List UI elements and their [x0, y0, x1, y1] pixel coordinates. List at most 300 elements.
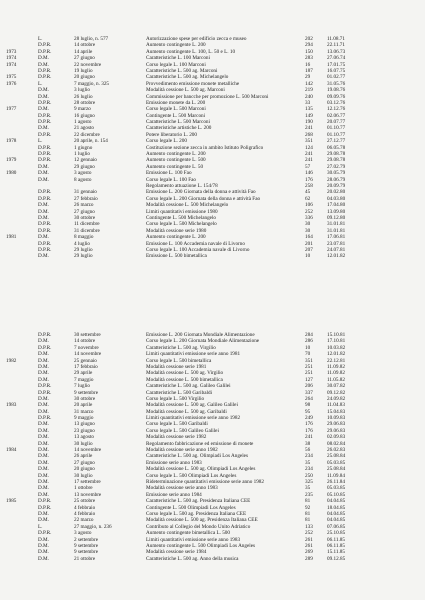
authority-cell: D.P.R. [38, 504, 52, 511]
gazette-date-cell: 29.06.83 [327, 427, 346, 434]
authority-cell: D.P.R. [38, 195, 52, 202]
gazette-date-cell: 05.10.85 [327, 491, 346, 498]
date-cell: 13 giugno [74, 421, 95, 428]
gazette-number-cell: 241 [305, 434, 313, 441]
gazette-date-cell: 11.09.82 [327, 363, 345, 370]
gazette-number-cell: 146 [305, 170, 313, 177]
date-cell: 1 giugno [74, 144, 93, 151]
date-cell: 14 aprile [74, 48, 93, 55]
date-cell: 31 dicembre [74, 227, 100, 234]
authority-cell: D.M. [38, 395, 49, 402]
gazette-number-cell: 127 [305, 376, 313, 383]
authority-cell: D.M. [38, 214, 49, 221]
gazette-date-cell: 13.06.73 [327, 48, 346, 55]
date-cell: 29 aprile [74, 370, 93, 377]
date-cell: 7 novembre [74, 344, 99, 351]
gazette-number-cell: 235 [305, 491, 313, 498]
description-cell: Caratteristiche L. 500 ag. Olimpiadi Los Angeles [146, 453, 248, 460]
gazette-date-cell: 09.12.82 [327, 389, 346, 396]
date-cell: 29 giugno [74, 163, 95, 170]
year-cell: 1981 [6, 234, 17, 241]
gazette-date-cell: 15.11.85 [327, 549, 345, 556]
description-cell: Commissione per bancche per promozione L. 500 Marconi [146, 93, 269, 100]
authority-cell: D.P.R. [38, 144, 52, 151]
gazette-date-cell: 27.02.79 [327, 163, 346, 170]
authority-cell: D.M. [38, 555, 49, 562]
date-cell: 27 maggio, n. 236 [74, 523, 112, 530]
gazette-date-cell: 13.09.80 [327, 208, 346, 215]
authority-cell: D.M. [38, 163, 49, 170]
gazette-date-cell: 11.04.83 [327, 402, 345, 409]
description-cell: Aumento contingente L. 500 Olimpiadi Los Angeles [146, 542, 256, 549]
authority-cell: D.M. [38, 427, 49, 434]
authority-cell: D.P.R. [38, 240, 52, 247]
gazette-number-cell: 70 [305, 351, 311, 358]
date-cell: 7 maggio, n. 325 [74, 80, 110, 87]
authority-cell: D.M. [38, 491, 49, 498]
gazette-number-cell: 133 [305, 523, 313, 530]
gazette-number-cell: 81 [305, 498, 311, 505]
authority-cell: D.M. [38, 408, 49, 415]
date-cell: 30 luglio [74, 472, 93, 479]
date-cell: 28 luglio, n. 577 [74, 36, 109, 42]
description-cell: Caratteristiche L. 500 ag. Virgilio [146, 344, 216, 351]
authority-cell: D.M. [38, 357, 49, 364]
authority-cell: D.P.R. [38, 332, 52, 338]
gazette-date-cell: 01.10.77 [327, 125, 346, 132]
date-cell: 14 novembre [74, 447, 102, 454]
description-cell: Caratteristiche L. 500 ag. Marconi [146, 67, 218, 74]
gazette-date-cell: 29.08.78 [327, 157, 346, 164]
description-cell: Aumento contingente L. 100, L. 50 e L. 10 [146, 48, 236, 55]
authority-cell: D.M. [38, 517, 49, 524]
year-cell: 1975 [6, 74, 17, 81]
description-cell: Modalità cessione L. 500 Michelangelo [146, 202, 229, 209]
gazette-number-cell: 286 [305, 338, 313, 345]
authority-cell: D.P.R. [38, 151, 52, 158]
gazette-date-cell: 31.01.81 [327, 227, 346, 234]
date-cell: 3 agosto [74, 530, 92, 537]
authority-cell: D.M. [38, 208, 49, 215]
date-cell: 31 gennaio [74, 189, 97, 196]
authority-cell: D.M. [38, 253, 49, 260]
gazette-date-cell: 29.06.83 [327, 421, 346, 428]
description-cell: Aumento contingente L. 50 [146, 163, 204, 170]
authority-cell: D.M. [38, 447, 49, 454]
gazette-number-cell: 201 [305, 240, 313, 247]
gazette-date-cell: 17.04.80 [327, 202, 346, 209]
gazette-date-cell: 06.11.85 [327, 542, 345, 549]
authority-cell: D.M. [38, 485, 49, 492]
gazette-number-cell: 289 [305, 555, 313, 562]
gazette-number-cell: 294 [305, 42, 313, 49]
gazette-number-cell: 252 [305, 530, 313, 537]
description-cell: Emissione L. 100 Fao [146, 170, 192, 177]
date-cell: 11 dicembre [74, 221, 100, 228]
gazette-date-cell: 19.08.76 [327, 87, 346, 94]
description-cell: Modalità cessione serie 1984 [146, 549, 207, 556]
date-cell: 22 novembre [74, 61, 102, 68]
authority-cell: D.M. [38, 351, 49, 358]
gazette-number-cell: 250 [305, 472, 313, 479]
gazette-date-cell: 11.05.82 [327, 376, 345, 383]
description-cell: Modalità cessione serie 1981 [146, 363, 207, 370]
gazette-date-cell: 31.01.81 [327, 221, 346, 228]
description-cell: Caratteristiche L. 500 Garibaldi [146, 389, 212, 396]
date-cell: 26 luglio [74, 93, 93, 100]
decree-table-top [0, 36, 425, 260]
year-cell: 1982 [6, 357, 17, 364]
description-cell: Modalità cessione serie anno 1982 [146, 447, 218, 454]
gazette-number-cell: 10 [305, 253, 311, 260]
gazette-date-cell: 06.11.85 [327, 536, 345, 543]
gazette-date-cell: 15.04.83 [327, 408, 346, 415]
gazette-date-cell: 17.10.81 [327, 338, 346, 345]
year-cell: 1974 [6, 61, 17, 68]
gazette-number-cell: 336 [305, 214, 313, 221]
gazette-date-cell: 10.09.83 [327, 415, 346, 422]
date-cell: 22 marzo [74, 517, 94, 524]
description-cell: Corso legale L. 200 [146, 138, 187, 145]
date-cell: 30 luglio [74, 440, 93, 447]
gazette-date-cell: 18.04.85 [327, 504, 346, 511]
date-cell: 20 giugno [74, 466, 95, 473]
date-cell: 4 luglio [74, 240, 90, 247]
description-cell: Modalità cessione L. 500 ag. Presidenza Italiana CEE [146, 517, 258, 524]
date-cell: 4 febbraio [74, 504, 96, 511]
gazette-date-cell: 07.06.85 [327, 523, 346, 530]
gazette-date-cell: 20.09.79 [327, 182, 346, 189]
table-row [0, 556, 425, 562]
authority-cell: D.P.R. [38, 48, 52, 55]
date-cell: 27 giugno [74, 55, 95, 62]
year-cell: 1983 [6, 402, 17, 409]
date-cell: 17 settembre [74, 478, 101, 485]
gazette-date-cell: 04.04.85 [327, 510, 346, 517]
authority-cell: D.P.R. [38, 246, 52, 253]
date-cell: 20 giugno [74, 74, 95, 81]
date-cell: 21 agosto [74, 125, 95, 132]
authority-cell: D.M. [38, 472, 49, 479]
date-cell: 13 agosto [74, 434, 95, 441]
year-cell: 1973 [6, 48, 17, 55]
gazette-number-cell: 268 [305, 131, 313, 138]
description-cell: Emissione serie anno 1983 [146, 459, 202, 466]
gazette-date-cell: 24.09.82 [327, 395, 346, 402]
description-cell: Modalità cessione L. 500 ag. Olimpiadi Los Angeles [146, 466, 256, 473]
gazette-number-cell: 62 [305, 195, 311, 202]
date-cell: 1 ottobre [74, 485, 93, 492]
gazette-number-cell: 206 [305, 383, 313, 390]
gazette-number-cell: 57 [305, 163, 311, 170]
date-cell: 12 gennaio [74, 157, 97, 164]
description-cell: Aumento contingente L. 200 [146, 151, 206, 158]
gazette-date-cell: 24.07.81 [327, 246, 346, 253]
authority-cell: D.M. [38, 376, 49, 383]
gazette-number-cell: 283 [305, 55, 313, 62]
gazette-date-cell: 16.07.75 [327, 67, 346, 74]
gazette-number-cell: 258 [305, 182, 313, 189]
gazette-number-cell: 241 [305, 151, 313, 158]
description-cell: Corso legale L. 500 ag. Presidenza Italiana CEE [146, 510, 247, 517]
description-cell: Corso legale L. 500 Marconi [146, 106, 206, 113]
authority-cell: D.P.R. [38, 157, 52, 164]
date-cell: 27 febbraio [74, 195, 98, 202]
description-cell: Modalità cessione L. 500 ag. Galileo Galilei [146, 402, 238, 409]
authority-cell: D.P.R. [38, 99, 52, 106]
gazette-number-cell: 234 [305, 466, 313, 473]
gazette-number-cell: 251 [305, 363, 313, 370]
gazette-number-cell: 164 [305, 234, 313, 241]
gazette-number-cell: 149 [305, 112, 313, 119]
gazette-date-cell: 12.01.82 [327, 253, 346, 260]
gazette-date-cell: 04.03.80 [327, 195, 346, 202]
gazette-date-cell: 17.01.75 [327, 61, 346, 68]
authority-cell: D.M. [38, 363, 49, 370]
gazette-number-cell: 10 [305, 344, 311, 351]
gazette-date-cell: 01.02.77 [327, 74, 346, 81]
description-cell: Limiti quantitativi emissione 1980 [146, 208, 218, 215]
gazette-date-cell: 26.02.83 [327, 447, 346, 454]
authority-cell: D.M. [38, 478, 49, 485]
authority-cell: D.P.R. [38, 189, 52, 196]
date-cell: 3 agosto [74, 170, 92, 177]
date-cell: 27 giugno [74, 208, 95, 215]
description-cell: Limiti quantitativi emissione serie anno 1983 [146, 536, 241, 543]
date-cell: 17 febbraio [74, 363, 98, 370]
date-cell: 2 settembre [74, 536, 99, 543]
authority-cell: D.M. [38, 61, 49, 68]
gazette-date-cell: 09.09.76 [327, 93, 346, 100]
gazette-number-cell: 325 [305, 478, 313, 485]
date-cell: 27 giugno [74, 459, 95, 466]
date-cell: 20 aprile [74, 402, 93, 409]
date-cell: 29 luglio [74, 246, 93, 253]
gazette-number-cell: 142 [305, 80, 313, 87]
date-cell: 23 giugno [74, 427, 95, 434]
date-cell: 30 settembre [74, 332, 101, 338]
gazette-number-cell: 33 [305, 99, 311, 106]
gazette-date-cell: 17.06.81 [327, 234, 346, 241]
gazette-number-cell: 187 [305, 67, 313, 74]
description-cell: Limiti quantitativi emissione serie anno 1982 [146, 415, 241, 422]
gazette-date-cell: 05.03.85 [327, 459, 346, 466]
date-cell: 22 dicembre [74, 131, 100, 138]
authority-cell: D.P.R. [38, 383, 52, 390]
date-cell: 30 ottobre [74, 395, 96, 402]
gazette-date-cell: 11.08.71 [327, 36, 345, 42]
authority-cell: D.M. [38, 106, 49, 113]
gazette-date-cell: 27.12.77 [327, 138, 346, 145]
date-cell: 16 giugno [74, 112, 95, 119]
description-cell: Caratteristiche L. 500 ag. Presidenza Italiana CEE [146, 498, 251, 505]
authority-cell: D.M. [38, 421, 49, 428]
date-cell: 14 ottobre [74, 338, 96, 345]
year-cell: 1980 [6, 170, 17, 177]
date-cell: 20 aprile, n. 154 [74, 138, 108, 145]
description-cell: Aumento contingente bimetallica L. 500 [146, 530, 230, 537]
gazette-date-cell: 22.12.81 [327, 357, 346, 364]
description-cell: Modalità cessione L. 500 ag. Virgilio [146, 370, 224, 377]
authority-cell: D.P.R. [38, 112, 52, 119]
gazette-date-cell: 25.10.85 [327, 530, 346, 537]
gazette-date-cell: 09.12.85 [327, 555, 346, 562]
gazette-number-cell: 202 [305, 36, 313, 42]
authority-cell: L. [38, 36, 43, 42]
gazette-number-cell: 176 [305, 421, 313, 428]
date-cell: 1 luglio [74, 151, 90, 158]
description-cell: Emissione L. 200 Giornata Mondiale Alimentazione [146, 332, 255, 338]
gazette-date-cell: 04.04.85 [327, 517, 346, 524]
gazette-number-cell: 351 [305, 357, 313, 364]
description-cell: Caratteristiche L. 500 ag. Galileo Galilei [146, 383, 231, 390]
authority-cell: D.P.R. [38, 389, 52, 396]
authority-cell: D.M. [38, 453, 49, 460]
description-cell: Regolamento attuazione L. 154/78 [146, 182, 218, 189]
gazette-number-cell: 106 [305, 202, 313, 209]
description-cell: Emissione serie anno 1984 [146, 491, 202, 498]
date-cell: 3 luglio [74, 87, 90, 94]
authority-cell: D.M. [38, 125, 49, 132]
gazette-date-cell: 28.06.79 [327, 176, 346, 183]
authority-cell: D.P.R. [38, 119, 52, 126]
authority-cell: D.P.R. [38, 42, 52, 49]
authority-cell: D.M. [38, 542, 49, 549]
description-cell: Aumento contingente L. 200 [146, 234, 206, 241]
year-cell: 1978 [6, 138, 17, 145]
description-cell: Modalità cessione L. 500 bimetallica [146, 376, 223, 383]
year-cell: 1984 [6, 447, 17, 454]
description-cell: Modalità cessione serie 1980 [146, 227, 207, 234]
authority-cell: D.M. [38, 93, 49, 100]
gazette-number-cell: 252 [305, 208, 313, 215]
description-cell: Caratteristiche artistiche L. 200 [146, 125, 212, 132]
gazette-number-cell: 30 [305, 221, 311, 228]
date-cell: 31 marzo [74, 408, 94, 415]
gazette-number-cell: 249 [305, 415, 313, 422]
authority-cell: D.M. [38, 55, 49, 62]
description-cell: Caratteristiche L. 100 Marconi [146, 55, 210, 62]
description-cell: Potere liberatorio L. 200 [146, 131, 197, 138]
date-cell: 8 agosto [74, 176, 92, 183]
description-cell: Emissione L. 100 Accademia navale di Livorno [146, 240, 245, 247]
date-cell: 26 marzo [74, 202, 94, 209]
description-cell: Corso legale L. 500 Olimpiadi Los Angeles [146, 472, 237, 479]
gazette-date-cell: 23.07.81 [327, 240, 346, 247]
gazette-number-cell: 81 [305, 510, 311, 517]
gazette-number-cell: 124 [305, 144, 313, 151]
authority-cell: D.M. [38, 536, 49, 543]
gazette-number-cell: 35 [305, 459, 311, 466]
gazette-date-cell: 20.07.77 [327, 119, 346, 126]
description-cell: Corso legale L. 200 Giornata della donna e attività Fao [146, 195, 261, 202]
gazette-number-cell: 190 [305, 119, 313, 126]
date-cell: 26 aprile [74, 453, 93, 460]
description-cell: Corso legale L. 500 Garibaldi [146, 421, 208, 428]
date-cell: 30 ottobre [74, 214, 96, 221]
description-cell: Contingente L. 500 Michelangelo [146, 214, 217, 221]
gazette-date-cell: 15.10.81 [327, 332, 346, 338]
description-cell: Caratteristiche L. 500 ag. Michelangelo [146, 74, 229, 81]
date-cell: 19 luglio [74, 67, 93, 74]
description-cell: Regolamento fabbricazione ed emissione di monete [146, 440, 254, 447]
gazette-date-cell: 26.11.84 [327, 478, 345, 485]
gazette-date-cell: 05.03.85 [327, 485, 346, 492]
description-cell: Rideterminazione quantitativi emissione serie anno 1982 [146, 478, 264, 485]
authority-cell: D.P.R. [38, 131, 52, 138]
authority-cell: L. [38, 80, 43, 87]
gazette-number-cell: 251 [305, 370, 313, 377]
gazette-number-cell: 240 [305, 93, 313, 100]
date-cell: 25 gennaio [74, 357, 97, 364]
description-cell: Modalità cessione L. 500 ag. Garibaldi [146, 408, 227, 415]
authority-cell: D.P.R. [38, 344, 52, 351]
gazette-number-cell: 264 [305, 395, 313, 402]
authority-cell: D.M. [38, 440, 49, 447]
gazette-date-cell: 30.07.82 [327, 383, 346, 390]
description-cell: Aumento contingente L. 200 [146, 42, 206, 49]
description-cell: Provvedimento emissione monete metalliche [146, 80, 240, 87]
authority-cell: D.M. [38, 434, 49, 441]
decree-table-bottom [0, 332, 425, 562]
authority-cell: D.M. [38, 459, 49, 466]
description-cell: Emissione L. 200 Giornata della donna e attività Fao [146, 189, 256, 196]
gazette-number-cell: 337 [305, 389, 313, 396]
gazette-number-cell: 30 [305, 227, 311, 234]
gazette-number-cell: 261 [305, 536, 313, 543]
year-cell: 1976 [6, 80, 17, 87]
date-cell: 14 novembre [74, 351, 102, 358]
description-cell: Autorizzazione spese per edificio zecca e museo [146, 36, 247, 42]
gazette-date-cell: 01.10.77 [327, 131, 346, 138]
gazette-number-cell: 284 [305, 332, 313, 338]
date-cell: 25 ottobre [74, 498, 96, 505]
gazette-number-cell: 207 [305, 246, 313, 253]
date-cell: 9 settembre [74, 542, 99, 549]
description-cell: Limiti quantitativi emissione serie anno 1981 [146, 351, 241, 358]
gazette-number-cell: 176 [305, 176, 313, 183]
gazette-date-cell: 10.03.82 [327, 344, 346, 351]
gazette-date-cell: 27.06.74 [327, 55, 346, 62]
description-cell: Modalità cessione serie anno 1983 [146, 485, 218, 492]
description-cell: Emissione L. 500 bimetallica [146, 253, 207, 260]
date-cell: 7 luglio [74, 383, 90, 390]
gazette-date-cell: 25.08.84 [327, 466, 346, 473]
gazette-date-cell: 29.08.78 [327, 151, 346, 158]
gazette-number-cell: 176 [305, 427, 313, 434]
gazette-date-cell: 11.09.84 [327, 472, 345, 479]
description-cell: Costituzione sezione zecca in ambito Istituto Poligrafico [146, 144, 264, 151]
description-cell: Aumento contingente L. 500 [146, 157, 206, 164]
description-cell: Corso legale L. 200 Giornata Mondiale Alimentazione [146, 338, 260, 345]
date-cell: 1 agosto [74, 119, 92, 126]
gazette-date-cell: 02.06.77 [327, 112, 346, 119]
gazette-date-cell: 03.12.76 [327, 99, 346, 106]
gazette-date-cell: 12.12.76 [327, 106, 346, 113]
gazette-date-cell: 02.09.83 [327, 434, 346, 441]
authority-cell: D.M. [38, 87, 49, 94]
gazette-date-cell: 11.09.82 [327, 370, 345, 377]
authority-cell: D.M. [38, 402, 49, 409]
gazette-date-cell: 09.12.80 [327, 214, 346, 221]
description-cell: Caratteristiche L. 500 Marconi [146, 119, 210, 126]
gazette-number-cell: 234 [305, 453, 313, 460]
description-cell: Contingente L. 500 Olimpiadi Los Angeles [146, 504, 236, 511]
date-cell: 9 settembre [74, 389, 99, 396]
description-cell: Modalità cessione L. 500 ag. Marconi [146, 87, 225, 94]
authority-cell: D.P.R. [38, 227, 52, 234]
authority-cell: D.M. [38, 170, 49, 177]
